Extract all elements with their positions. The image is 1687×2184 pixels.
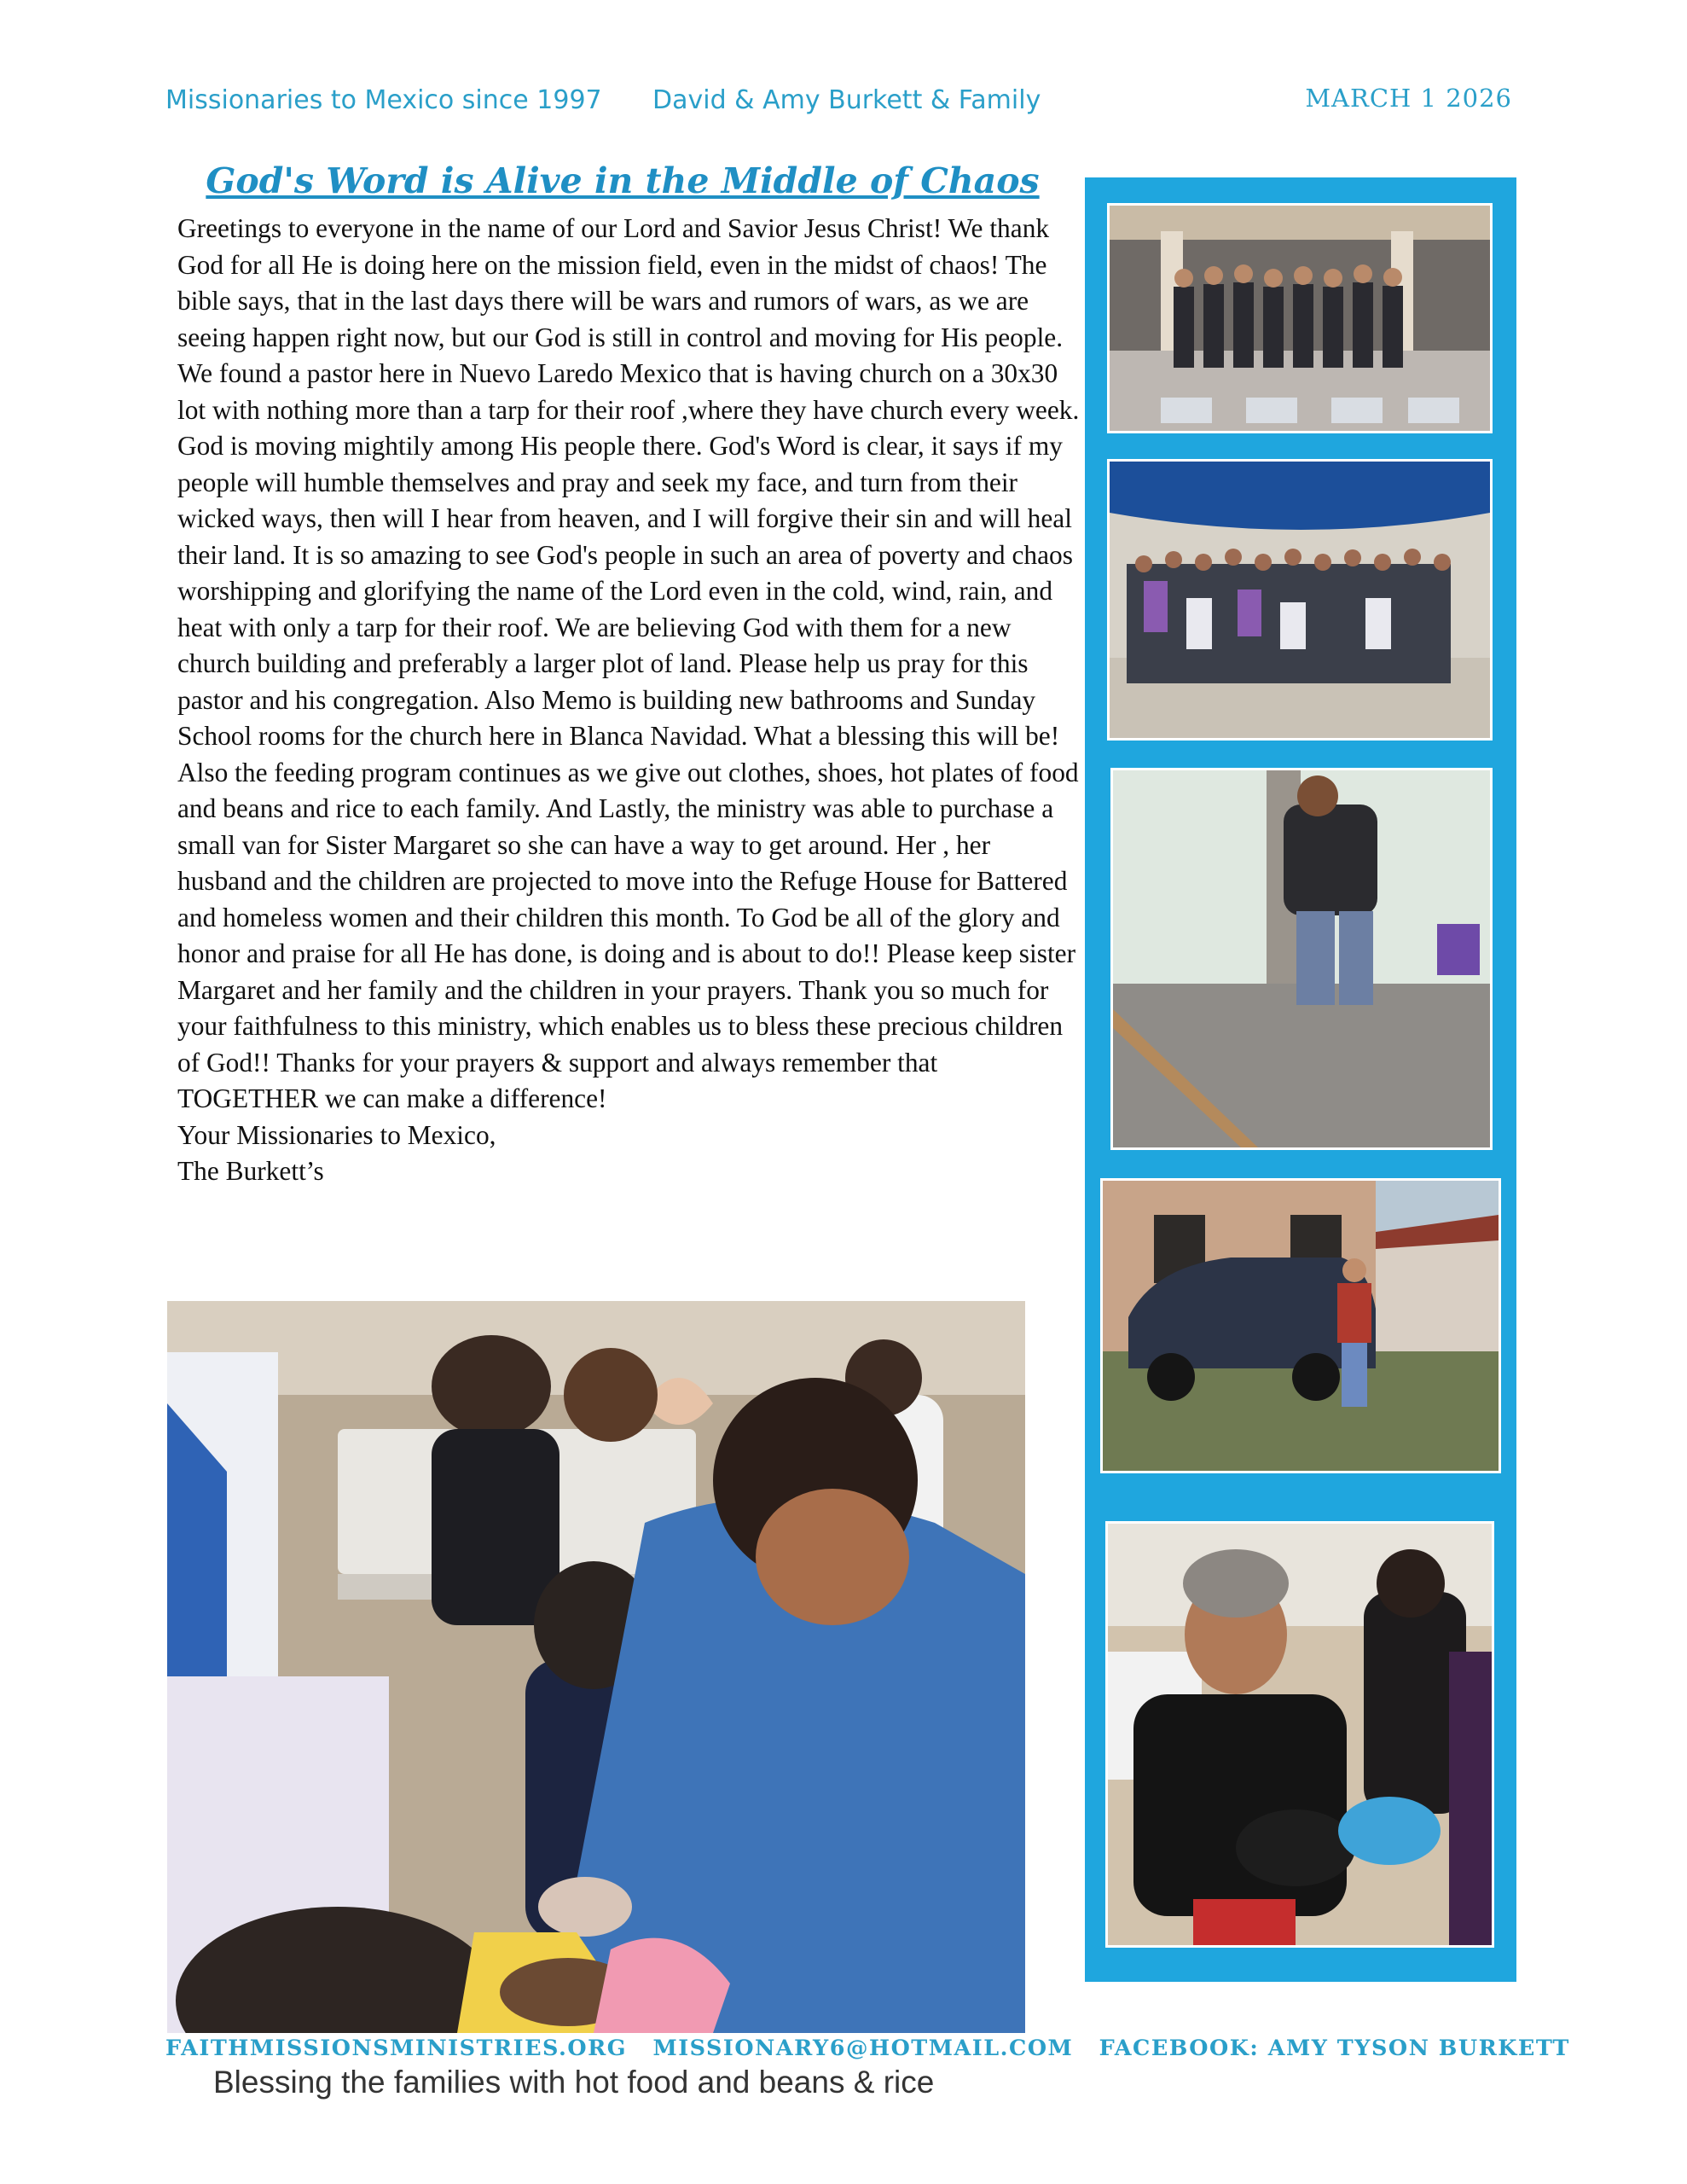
article-signoff-line2: The Burkett’s — [177, 1156, 324, 1186]
feeding-photo-art — [167, 1301, 1025, 2033]
tarp-church-art — [1110, 462, 1490, 738]
header-date: MARCH 1 2026 — [1305, 84, 1512, 113]
sidebar-photo-tarp-church — [1107, 459, 1493, 741]
footer-website-link[interactable]: FAITHMISSIONSMINISTRIES.ORG — [165, 2036, 628, 2061]
sidebar-photo-church-leaders — [1107, 203, 1493, 433]
article-paragraph: Greetings to everyone in the name of our Lord and Savior Jesus Christ! We thank God for all He is doing here on the mission field, even in the midst of chaos! The bible says, that in the last days there will be wars and rumors of wars, as we are seeing happen right now, but our God is still in control and moving for His people. We found a pastor here in Nuevo Laredo Mexico that is having church on a 30x30 lot with nothing more than a tarp for their roof ,where they have church every week. God is moving mightily among His people there. God's Word is clear, it says if my people will humble themselves and pray and seek my face, and turn from their wicked ways, then will I hear from heaven, and I will forgive their sin and will heal their land. It is so amazing to see God's people in such an area of poverty and chaos worshipping and glorifying the name of the Lord even in the cold, wind, rain, and heat with only a tarp for their roof. We are believing God with them for a new church building and preferably a larger plot of land. Please help us pray for this pastor and his congregation. Also Memo is building new bathrooms and Sunday School rooms for the church here in Blanca Navidad. What a blessing this will be! Also the feeding program continues as we give out clothes, shoes, hot plates of food and beans and rice to each family. And Lastly, the ministry was able to purchase a small van for Sister Margaret so she can have a way to get around. Her , her husband and the children are projected to move into the Refuge House for Battered and homeless women and their children this month. To God be all of the glory and honor and praise for all He has done, is doing and is about to do!! Please keep sister Margaret and her family and the children in your prayers. Thank you so much for your faithfulness to this ministry, which enables us to bless these precious children of God!! Thanks for your prayers & support and always remember that TOGETHER we can make a difference! — [177, 213, 1080, 1113]
church-leaders-art — [1110, 206, 1490, 431]
construction-art — [1113, 770, 1490, 1147]
woman-shoes-art — [1108, 1524, 1492, 1945]
article-signoff-line1: Your Missionaries to Mexico, — [177, 1119, 496, 1150]
article-title: God's Word is Alive in the Middle of Chaos — [206, 160, 1040, 201]
feeding-program-photo — [167, 1301, 1025, 2033]
sidebar-photo-construction — [1110, 768, 1493, 1150]
photo-caption: Blessing the families with hot food and beans & rice — [213, 2065, 935, 2100]
sidebar-photo-van — [1100, 1178, 1501, 1473]
photo-sidebar — [1085, 177, 1516, 1982]
article-body — [177, 211, 1083, 1190]
footer-facebook[interactable]: FACEBOOK: AMY TYSON BURKETT — [1099, 2036, 1570, 2061]
header-family: David & Amy Burkett & Family — [652, 85, 1041, 115]
header-tagline: Missionaries to Mexico since 1997 — [165, 85, 602, 115]
footer-email-link[interactable]: MISSIONARY6@HOTMAIL.COM — [652, 2036, 1074, 2061]
van-art — [1103, 1181, 1499, 1471]
footer-contacts — [165, 2036, 1570, 2061]
sidebar-photo-woman-shoes — [1105, 1521, 1494, 1948]
